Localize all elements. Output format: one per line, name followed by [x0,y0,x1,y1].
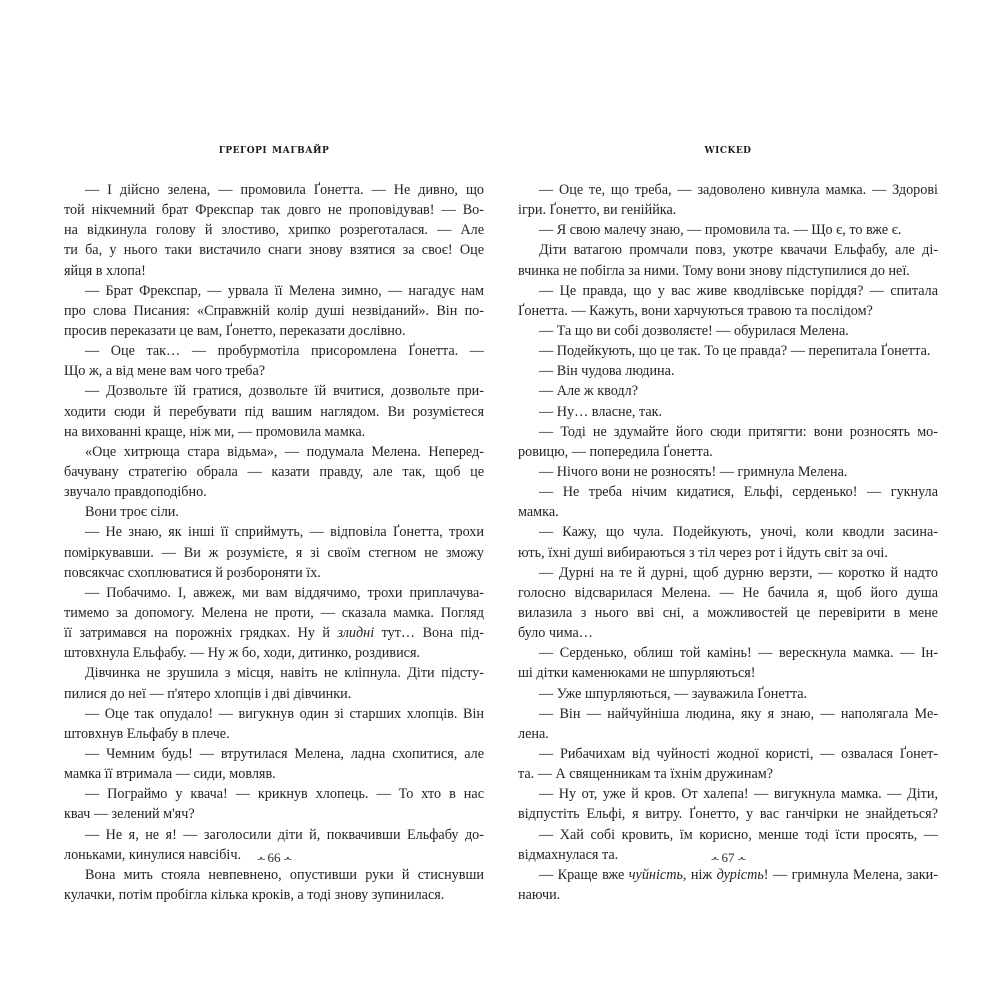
page-number: 66 [267,850,281,865]
left-page-body [64,180,484,905]
text-line: квач — зелений м'яч? [64,806,195,823]
text-line: про слова Писания: «Справжній колір душі незвіданий». Він по- [64,302,484,319]
text-line: ти ба, у нього таки вистачило снаги знову взятися за своє! Оце [64,242,484,259]
text-line: — Нічого вони не розносять! — гримнула Мелена. [539,463,848,480]
text-line: — Уже шпурляються, — зауважила Ґонетта. [539,685,808,702]
text-line: мамка. [518,504,559,521]
left-page [64,0,484,1000]
text-line: голосно відсварилася Мелена. — Не бачила я, щоб його душа [518,584,938,601]
text-line: — Побачимо. І, авжеж, ми вам віддячимо, трохи приплачува- [85,584,484,601]
text-line: ігри. Ґонетто, ви геніййка. [518,202,677,219]
running-head-author: грегорі магвайр [218,142,330,157]
text-line: на відкинула голову й злостиво, хрипко розреготалася. — Але [64,222,484,239]
text-line: бачувану стратегію обрала — казати правду, але так, щоб це [64,463,484,480]
text-line: було чима… [518,625,593,642]
text-line: «Оце хитрюща стара відьма», — подумала Мелена. Неперед- [85,443,484,460]
text-line: — Він — найчуйніша людина, яку я знаю, — наполягала Ме- [539,705,938,722]
italic-word: чуйність [628,866,683,883]
text-line: ходити сюди й перебувати під вашим наглядом. Ви розумієтеся [64,403,484,420]
text-line: вчинка не побігла за ними. Тому вони знову підступилися до неї. [518,262,910,279]
text-line: наючи. [518,886,561,903]
text-line: її затримався на порожніх грядках. Ну й злидні тут… Вона під- [64,625,484,642]
page-number-66 [64,850,484,866]
text-line: — Це правда, що у вас живе кводлівське поріддя? — спитала [539,282,938,299]
running-head-title: wicked [704,142,752,157]
page-number: 67 [721,850,735,865]
text-line: Дівчинка не зрушила з місця, навіть не кліпнула. Діти підсту- [85,665,484,682]
text-line: яйця в хлопа! [64,262,146,279]
text-line: — Але ж кводл? [539,383,639,400]
text-line: відмахнулася та. [518,846,619,863]
text-line: — Не я, не я! — заголосили діти й, поквачивши Ельфабу до- [85,826,484,843]
text-line: кулачки, потім пробігла кілька кроків, а тоді знову зупинилася. [64,886,445,903]
folio-ornament-icon: -•- [257,854,265,865]
italic-word: злидні [337,625,375,642]
text-line: ють, їхні душі вибираються з тіл через рот і йдуть світ за очі. [518,544,888,561]
text-line: лоньками, кинулися навсібіч. [64,846,242,863]
text-line: — Та що ви собі дозволяєте! — обурилася Мелена. [539,322,849,339]
text-line: та. — А священникам та їхнім дружинам? [518,766,774,783]
text-line: на вихованні краще, ніж ми, — промовила мамка. [64,423,366,440]
text-line: вилазила з нього вві сні, а можливостей це перевірити в мене [518,604,938,621]
text-line: — Чемним будь! — втрутилася Мелена, ладна схопитися, але [85,745,484,762]
text-line: Ґонетта. — Кажуть, вони харчуються травою та послідом? [518,302,873,319]
text-line: Діти ватагою промчали повз, укотре квачачи Ельфабу, але ді- [539,242,938,259]
text-line: — Подейкують, що це так. То це правда? — перепитала Ґонетта. [539,343,931,360]
text-line: поміркувавши. — Ви ж розумієте, я зі своїм стегном не зможу [64,544,484,561]
text-line: — Дозвольте їй гратися, дозвольте їй вчитися, дозвольте при- [85,383,484,400]
page-number-67 [518,850,938,866]
text-line: — Пограймо у квача! — крикнув хлопець. — То хто в нас [85,786,484,803]
folio-ornament-icon: -•- [737,854,745,865]
italic-word: дурість [716,866,764,883]
text-line: — Серденько, облиш той камінь! — верескнула мамка. — Ін- [539,645,938,662]
text-line: — Ну… власне, так. [539,403,663,420]
text-line: — Ну от, уже й кров. От халепа! — вигукнула мамка. — Діти, [539,786,938,803]
right-page-body [518,180,938,905]
text-line: — Кажу, що чула. Подейкують, уночі, коли кводли засина- [539,524,938,541]
text-line: ші дітки каменюками не шпурляються! [518,665,756,682]
text-line: — Я свою малечу знаю, — промовила та. — Що є, то вже є. [539,222,902,239]
text-line: — Не знаю, як інші її сприймуть, — відповіла Ґонетта, трохи [85,524,484,541]
text-line: — Він чудова людина. [539,363,675,380]
text-line: пилися до неї — п'ятеро хлопців і дві дівчинки. [64,685,352,702]
text-line: просив переказати це вам, Ґонетто, переказати дослівно. [64,322,406,339]
text-line: відпустіть Ельфі, я витру. Ґонетто, у вас ганчірки не знайдеться? [518,806,938,823]
text-line: Що ж, а від мене вам чого треба? [64,363,266,380]
text-line: — Оце те, що треба, — задоволено кивнула мамка. — Здорові [539,182,938,198]
text-line: — Брат Фрекспар, — урвала її Мелена зимно, — нагадує нам [85,282,484,299]
text-line: той нікчемний брат Фрекспар так довго не проповідував! — Во- [64,202,484,219]
text-line: лена. [518,725,549,742]
text-line: штовхнула Ельфабу. — Ну ж бо, ходи, дитинко, роздивися. [64,645,421,662]
text-line: — Оце так… — пробурмотіла присоромлена Ґонетта. — [85,343,484,360]
folio-ornament-icon: -•- [711,854,719,865]
text-line: мамка її втримала — сиди, мовляв. [64,766,276,783]
text-line: — Дурні на те й дурні, щоб дурню верзти, — коротко й надто [539,564,938,581]
right-page [518,0,938,1000]
text-line: Вони троє сіли. [85,504,179,521]
text-line: — І дійсно зелена, — промовила Ґонетта. — Не дивно, що [85,182,484,198]
text-line: Вона мить стояла невпевнено, опустивши руки й стиснувши [85,866,484,883]
text-line: — Тоді не здумайте його сюди притягти: вони розносять мо- [539,423,938,440]
text-line: — Хай собі кровить, їм корисно, менше тоді їсти просять, — [539,826,938,843]
text-line: тимемо за допомогу. Мелена не проти, — сказала мамка. Погляд [64,604,484,621]
text-line: повсякчас схоплюватися й розбороняти їх. [64,564,321,581]
text-line: — Краще вже чуйність, ніж дурість! — гримнула Мелена, заки- [539,866,938,883]
text-line: штовхнув Ельфабу в плече. [64,725,230,742]
folio-ornament-icon: -•- [283,854,291,865]
text-line: — Рибачихам від чуйності жодної користі, — озвалася Ґонет- [539,745,938,762]
text-line: звучало правдоподібно. [64,484,207,501]
text-line: ровицю, — попередила Ґонетта. [518,443,713,460]
text-line: — Не треба нічим кидатися, Ельфі, серденько! — гукнула [539,484,938,501]
text-line: — Оце так опудало! — вигукнув один зі старших хлопців. Він [85,705,484,722]
